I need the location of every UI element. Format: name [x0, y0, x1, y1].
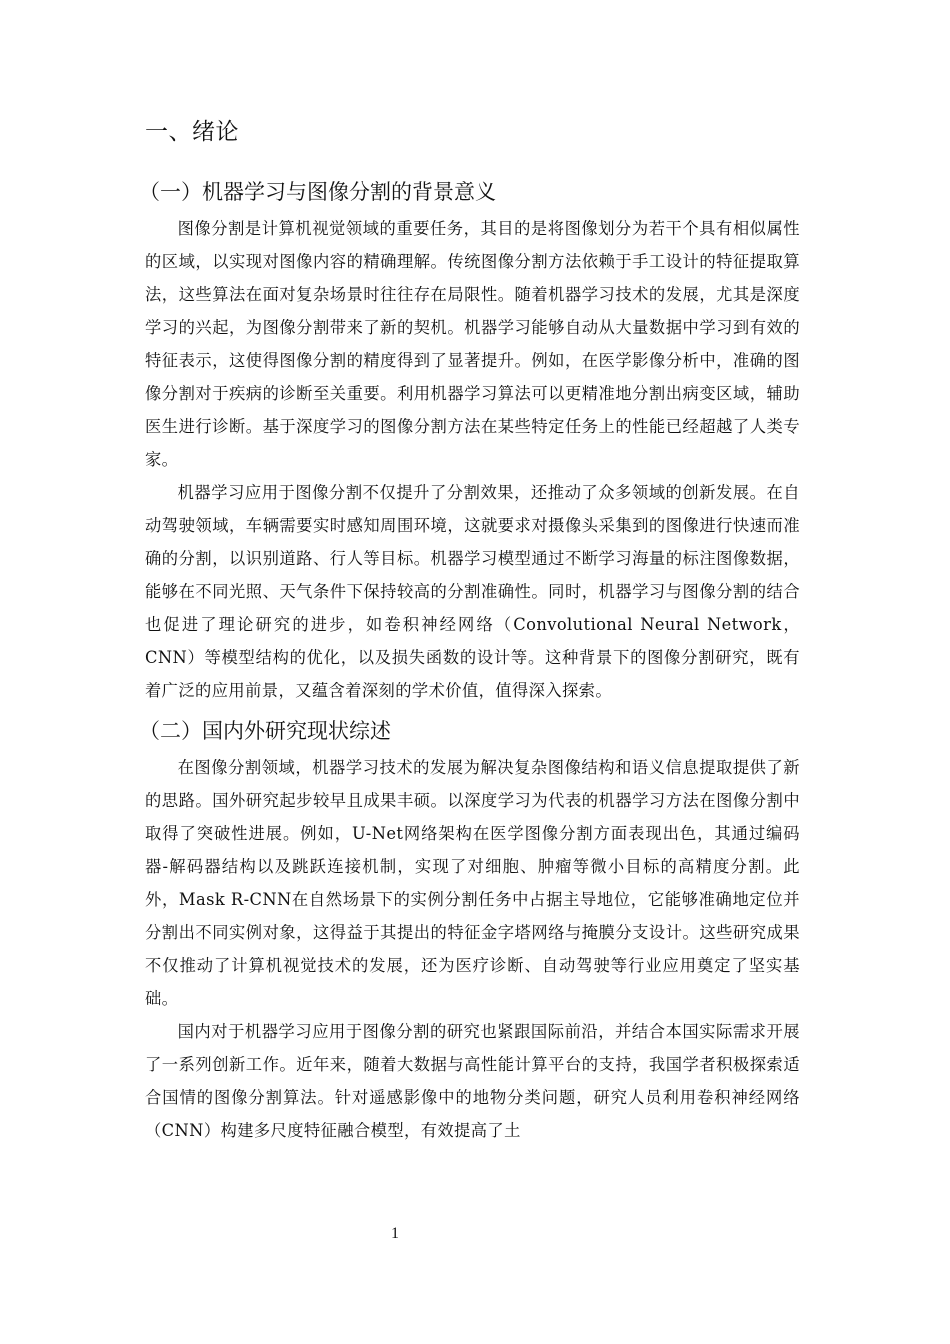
paragraph: 在图像分割领域，机器学习技术的发展为解决复杂图像结构和语义信息提取提供了新的思路。国外研究起步较早且成果丰硕。以深度学习为代表的机器学习方法在图像分割中取得了突破性进展。例如，U-Net网络架构在医学图像分割方面表现出色，其通过编码器-解码器结构以及跳跃连接机制，实现了对细胞、肿瘤等微小目标的高精度分割。此外，Mask R-CNN在自然场景下的实例分割任务中占据主导地位，它能够准确地定位并分割出不同实例对象，这得益于其提出的特征金字塔网络与掩膜分支设计。这些研究成果不仅推动了计算机视觉技术的发展，还为医疗诊断、自动驾驶等行业应用奠定了坚实基础。: [145, 758, 800, 1008]
paragraph: 图像分割是计算机视觉领域的重要任务，其目的是将图像划分为若干个具有相似属性的区域，以实现对图像内容的精确理解。传统图像分割方法依赖于手工设计的特征提取算法，这些算法在面对复杂场景时往往存在局限性。随着机器学习技术的发展，尤其是深度学习的兴起，为图像分割带来了新的契机。机器学习能够自动从大量数据中学习到有效的特征表示，这使得图像分割的精度得到了显著提升。例如，在医学影像分析中，准确的图像分割对于疾病的诊断至关重要。利用机器学习算法可以更精准地分割出病变区域，辅助医生进行诊断。基于深度学习的图像分割方法在某些特定任务上的性能已经超越了人类专家。: [145, 219, 800, 469]
section-title-research-status: （二）国内外研究现状综述: [139, 719, 391, 743]
page-number: 1: [391, 1225, 399, 1242]
page-content: [139, 112, 800, 1147]
chapter-title: 一、绪论: [145, 119, 239, 145]
paragraph: 机器学习应用于图像分割不仅提升了分割效果，还推动了众多领域的创新发展。在自动驾驶领域，车辆需要实时感知周围环境，这就要求对摄像头采集到的图像进行快速而准确的分割，以识别道路、行人等目标。机器学习模型通过不断学习海量的标注图像数据，能够在不同光照、天气条件下保持较高的分割准确性。同时，机器学习与图像分割的结合也促进了理论研究的进步，如卷积神经网络（Convolutional Neural Network，CNN）等模型结构的优化，以及损失函数的设计等。这种背景下的图像分割研究，既有着广泛的应用前景，又蕴含着深刻的学术价值，值得深入探索。: [145, 483, 800, 700]
section-title-background: （一）机器学习与图像分割的背景意义: [139, 180, 496, 204]
paragraph: 国内对于机器学习应用于图像分割的研究也紧跟国际前沿，并结合本国实际需求开展了一系列创新工作。近年来，随着大数据与高性能计算平台的支持，我国学者积极探索适合国情的图像分割算法。针对遥感影像中的地物分类问题，研究人员利用卷积神经网络（CNN）构建多尺度特征融合模型，有效提高了土: [145, 1022, 800, 1140]
